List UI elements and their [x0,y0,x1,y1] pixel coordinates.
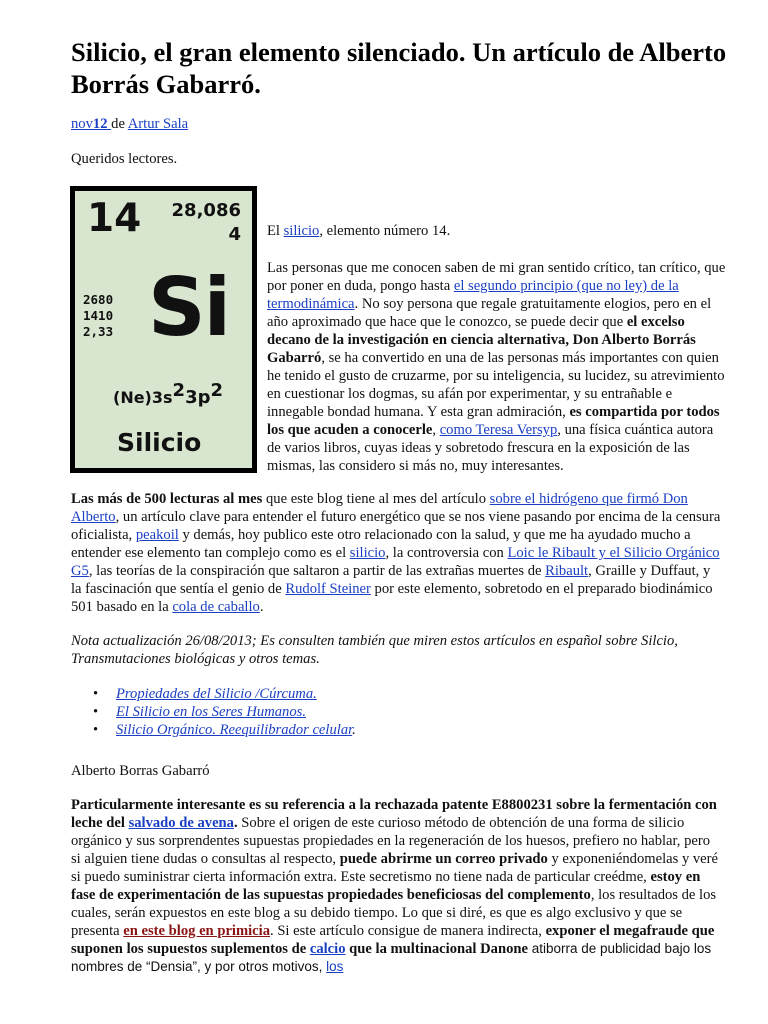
related-link-curcuma[interactable]: Propiedades del Silicio /Cúrcuma. [116,686,317,702]
para2-text-2: . No soy persona que regale gratuitamente elogios, pero en el año aproximado que hace que le conozco, se puede decir que [267,296,712,330]
config-p-exponent: 2 [210,380,224,401]
peakoil-link[interactable]: peakoil [135,527,179,543]
electron-configuration [113,380,224,409]
loic-ribault-link[interactable]: Loic le Ribault y el Silicio Orgánico G5 [71,545,720,579]
paragraph-3 [71,490,721,616]
calcio-link[interactable]: calcio [309,941,346,957]
paragraph-4 [71,796,721,976]
article-title: Silicio, el gran elemento silenciado. Un artículo de Alberto Borrás Gabarró. [71,37,727,99]
element-name: Silicio [117,428,202,457]
intro-text: El [267,223,284,239]
post-meta [71,115,188,133]
para3-text-1: que este blog tiene al mes del artículo [262,491,490,507]
list-item [71,703,671,721]
para3-text-7: por este elemento, sobretodo en el preparado biodinámico 501 basado en la [71,581,713,615]
para4-text-5: atiborra de publicidad bajo los nombres de “Densia”, y por otros motivos, [71,941,712,974]
hidrogeno-article-link[interactable]: sobre el hidrógeno que firmó Don Alberto [71,491,688,525]
post-meta-by: de [111,116,125,132]
related-articles-list [71,685,671,739]
silicio-link-2[interactable]: silicio [349,545,386,561]
list-item [71,685,671,703]
greeting-text: Queridos lectores. [71,151,178,167]
salvado-de-avena-link[interactable]: salvado de avena [128,815,234,831]
cola-de-caballo-link[interactable]: cola de caballo [172,599,260,615]
para4-text-4: . Si este artículo consigue de manera indirecta, [270,923,546,939]
para4-bold-1: Particularmente interesante es su referencia a la rechazada patente E8800231 sobre la fermentación con leche del [71,797,717,831]
related-link-seres-humanos[interactable]: El Silicio en los Seres Humanos. [116,704,306,720]
element-tile-face [75,191,252,468]
para3-text-5: , las teorías de la conspiración que saltaron a partir de las extrañas muertes de [88,563,546,579]
silicon-element-tile [70,186,257,473]
termodinamica-link[interactable]: el segundo principio (que no ley) de la termodinámica [267,278,679,312]
teresa-versyp-link[interactable]: como Teresa Versyp [439,422,558,438]
para4-text-2: y exponeniéndomelas y veré si puedo suministrar cierta información extra. Este secretismo no tiene nada de particular creédme, [71,851,718,885]
oxidation-state: 4 [228,224,241,245]
para2-text-1: Las personas que me conocen saben de mi gran sentido crítico, tan crítico, que por poner en duda, pongo hasta [267,260,726,294]
para2-text-3: , se ha convertido en una de las personas más importantes con quien he tenido el gusto de cruzarme, por su inteligencia, su lucidez, su atrevimiento en cuestionar los dogmas, su afán por experimentar, y su entrañable e innegable bondad humana. Y esta gran admiración, [267,350,725,420]
signature: Alberto Borras Gabarró [71,763,210,779]
atomic-number: 14 [87,196,142,241]
post-date-link[interactable] [71,116,111,132]
density: 2,33 [83,324,114,339]
para4-text-1: Sobre el origen de este curioso método de obtención de una forma de silicio orgánico y sus sorprendentes supuestas propiedades en la regeneración de los huesos, prefiero no hablar, pero si alguien tiene dudas o consultas al respecto, [71,815,711,867]
para2-bold-1: el excelso decano de la investigación en ciencia alternativa, Don Alberto Borrás Gabarró [267,314,696,366]
post-date-month: nov [71,116,93,132]
para4-bold-4: estoy en fase de experimentación de las supuestas propiedades beneficiosas del complemento [71,869,701,903]
para4-bold-3: puede abrirme un correo privado [339,851,548,867]
para3-text-6: , Graille y Duffaut, y la fascinación que sentía el genio de [71,563,711,597]
para3-bold-1: Las más de 500 lecturas al mes [71,491,263,507]
boiling-point: 2680 [83,292,114,307]
para3-text-2: , un artículo clave para entender el futuro energético que se nos viene pasando por encima de la censura oficialista, [71,509,721,543]
config-p: 3p [185,387,211,408]
author-link[interactable]: Artur Sala [127,116,189,132]
para3-text-8: . [259,599,264,615]
post-date-day: 12 [92,116,108,132]
primicia-link[interactable]: en este blog en primicia [123,923,271,939]
update-note: Nota actualización 26/08/2013; Es consulten también que miren estos artículos en español sobre Silcio, Transmutaciones biológicas y otros temas. [71,633,678,667]
atomic-mass: 28,086 [171,200,241,221]
list-item [71,721,671,739]
para2-text-5: , una física cuántica autora de varios libros, cuyas ideas y sobretodo frescura en la exposición de las mismas, las considero si más no, muy interesantes. [267,422,714,474]
element-properties [83,292,113,340]
silicio-link[interactable]: silicio [283,223,320,239]
ribault-link[interactable]: Ribault [545,563,589,579]
rudolf-steiner-link[interactable]: Rudolf Steiner [285,581,371,597]
para2-bold-2: es compartida por todos los que acuden a conocerle [267,404,720,438]
list-item-suffix: . [352,722,356,738]
los-link[interactable]: los [326,959,344,974]
para2-text-4: , [432,422,440,438]
para4-text-3: , los resultados de los cuales, serán expuestos en este blog a su debido tiempo. Lo que si diré, es que es algo exclusivo y que se presenta [71,887,717,939]
related-link-silicio-organico[interactable]: Silicio Orgánico. Reequilibrador celular [116,722,353,738]
para3-text-4: , la controversia con [385,545,508,561]
intro-paragraph [267,222,727,240]
para4-bold-5: exponer el megafraude que suponen los supuestos suplementos de [71,923,715,957]
melting-point: 1410 [83,308,114,323]
element-symbol: Si [148,261,230,354]
para3-text-3: y demás, hoy publico este otro relacionado con la salud, y que me ha ayudado mucho a entender ese elemento tan complejo como es el [71,527,691,561]
para4-bold-2: . [233,815,238,831]
config-core: (Ne)3s [113,388,173,407]
paragraph-2 [267,259,727,475]
intro-text-end: , elemento número 14. [319,223,451,239]
para4-bold-6: que la multinacional Danone [345,941,528,957]
config-s-exponent: 2 [172,380,186,401]
